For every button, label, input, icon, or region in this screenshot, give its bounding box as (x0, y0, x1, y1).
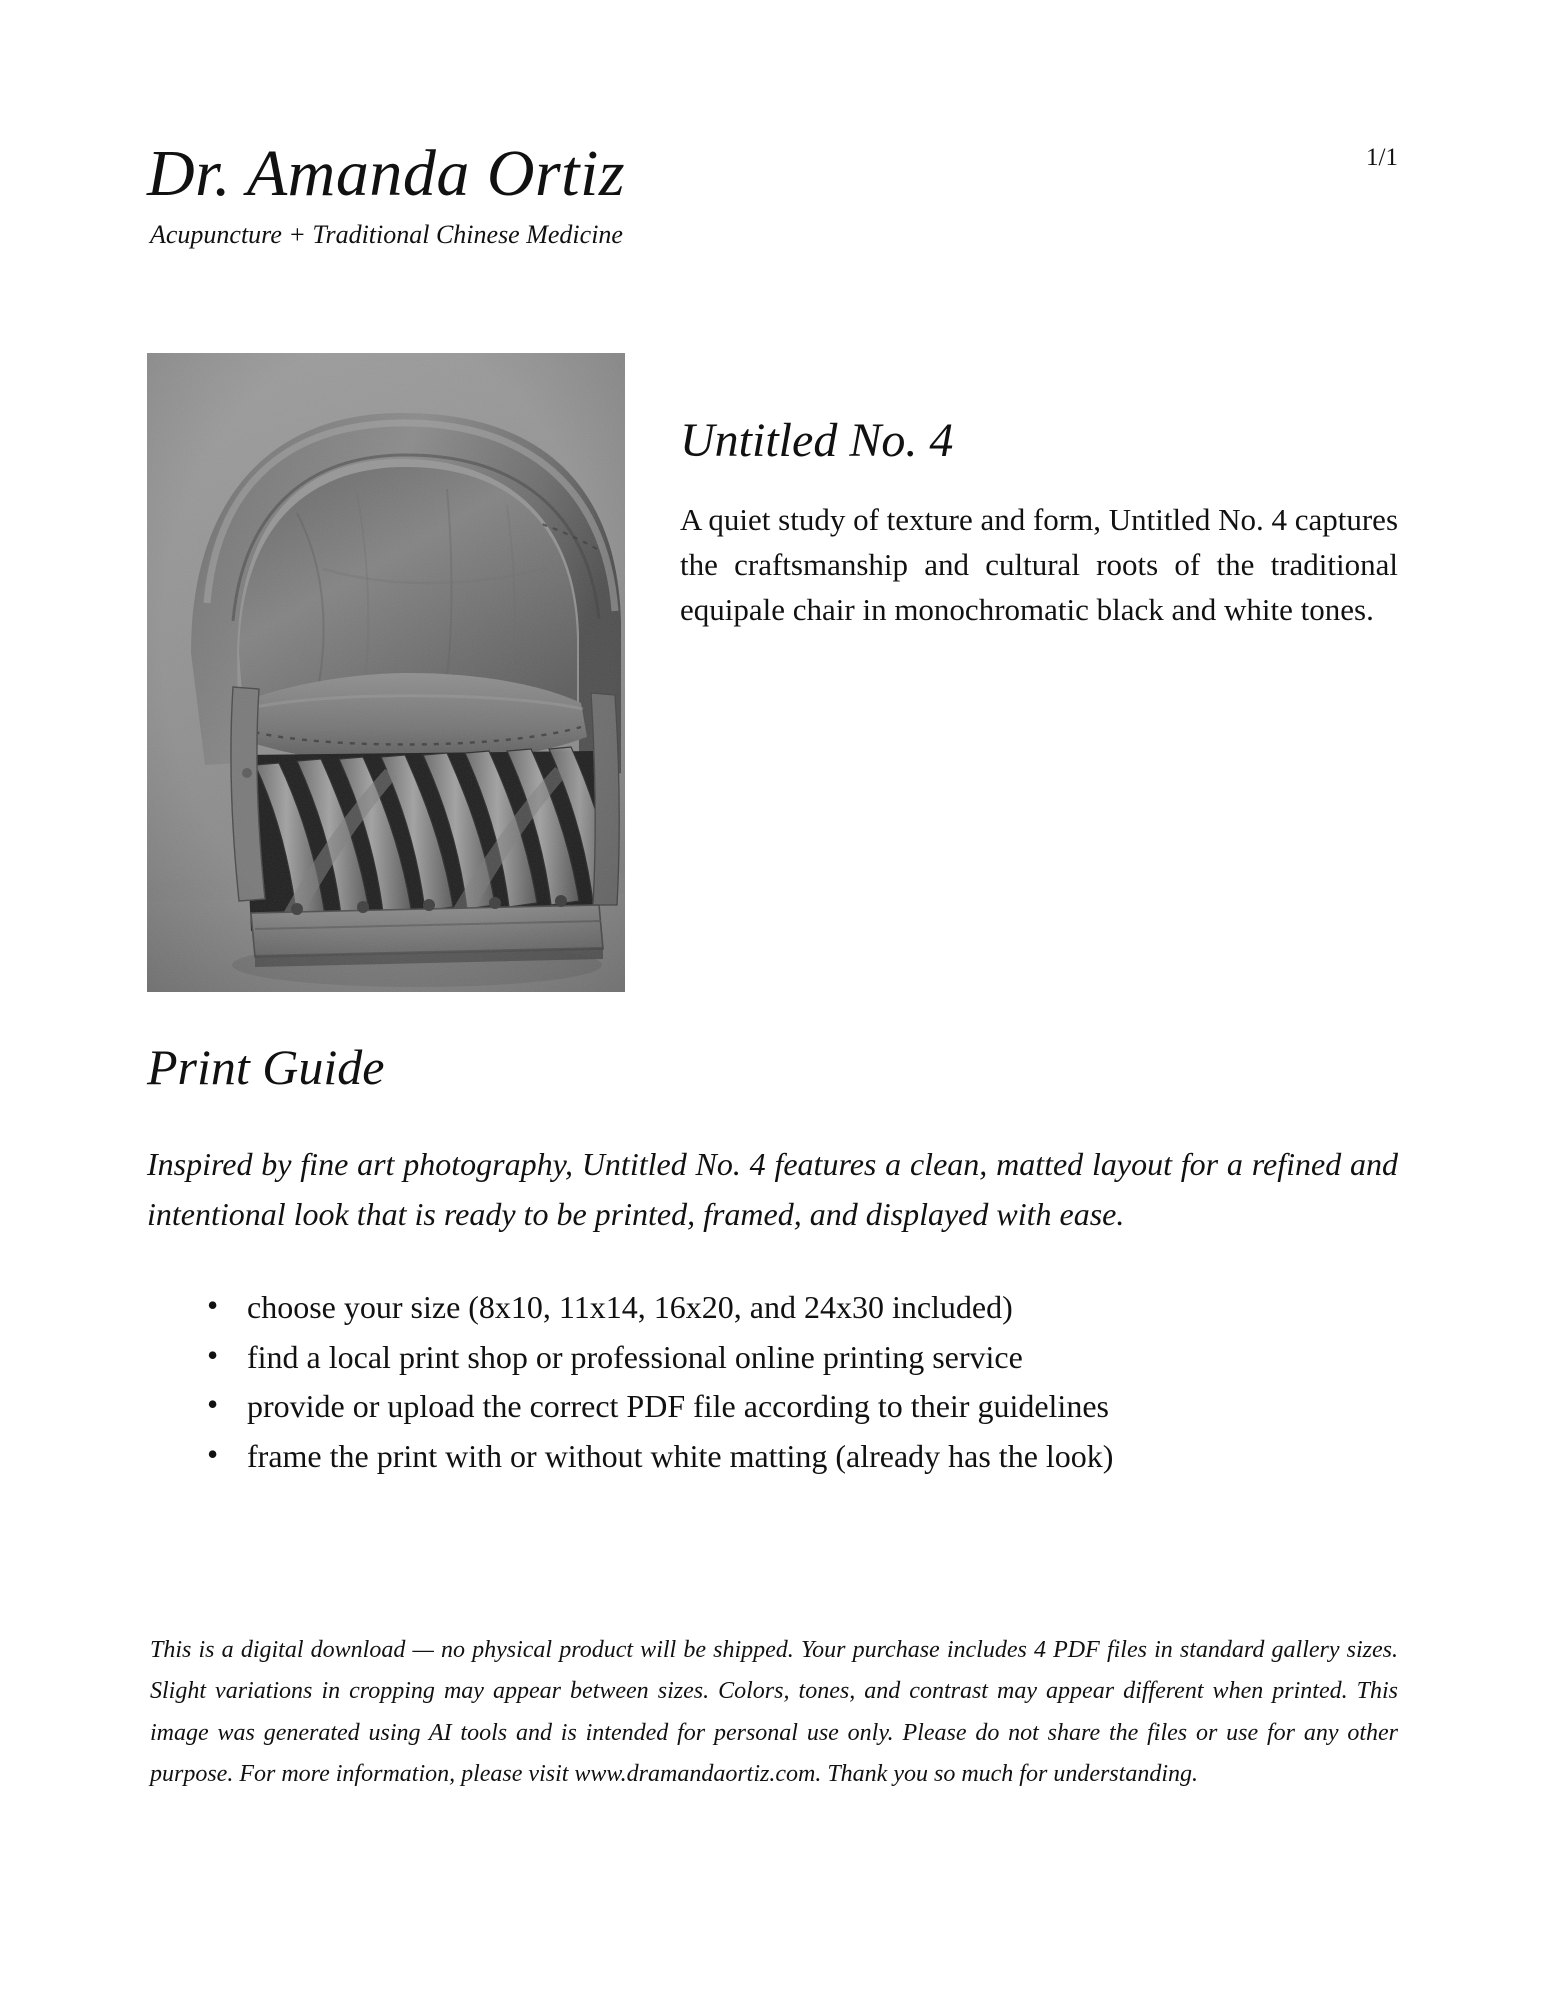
artwork-body-text: A quiet study of texture and form, Untitled No. 4 captures the craftsmanship and cultural roots of the traditional equipale chair in monochromatic black and white tones. (680, 501, 1399, 627)
list-item-label: frame the print with or without white matting (already has the look) (247, 1437, 1114, 1474)
disclaimer-text: This is a digital download — no physical product will be shipped. Your purchase includes 4 PDF files in standard gallery sizes. Slight variations in cropping may appear between sizes. Colors, tones, and contrast may appear different when printed. This image was generated using AI tools and is intended for personal use only. Please do not share the files or use for any other purpose. For more information, please visit www.dramandaortiz.com. Thank you so much for understanding. (150, 1637, 1398, 1787)
list-item-label: choose your size (8x10, 11x14, 16x20, and 24x30 included) (247, 1289, 1013, 1326)
print-guide-intro: Inspired by fine art photography, Untitled No. 4 features a clean, matted layout for a refined and intentional look that is ready to be printed, framed, and displayed with ease. (147, 1146, 1398, 1232)
list-item (207, 1434, 1398, 1479)
list-item-label: find a local print shop or professional online printing service (247, 1338, 1023, 1375)
page-number: 1/1 (1366, 144, 1398, 171)
bullet-icon: • (207, 1435, 219, 1472)
print-guide-title: Print Guide (147, 1039, 385, 1095)
brand-subtitle: Acupuncture + Traditional Chinese Medicine (150, 220, 623, 250)
list-item-label: provide or upload the correct PDF file according to their guidelines (247, 1388, 1109, 1425)
list-item (207, 1285, 1398, 1330)
bullet-icon: • (207, 1336, 219, 1373)
equipale-chair-illustration (147, 353, 625, 992)
print-guide-list (147, 1285, 1398, 1479)
print-guide-section (147, 1040, 1398, 1483)
list-item (207, 1335, 1398, 1380)
bullet-icon: • (207, 1386, 219, 1423)
artwork-photo (147, 353, 625, 992)
page-title: Dr. Amanda Ortiz (147, 137, 626, 210)
letterhead (147, 137, 1397, 251)
artwork-description (680, 415, 1398, 633)
list-item (207, 1384, 1398, 1429)
artwork-title: Untitled No. 4 (680, 414, 954, 467)
bullet-icon: • (207, 1287, 219, 1324)
